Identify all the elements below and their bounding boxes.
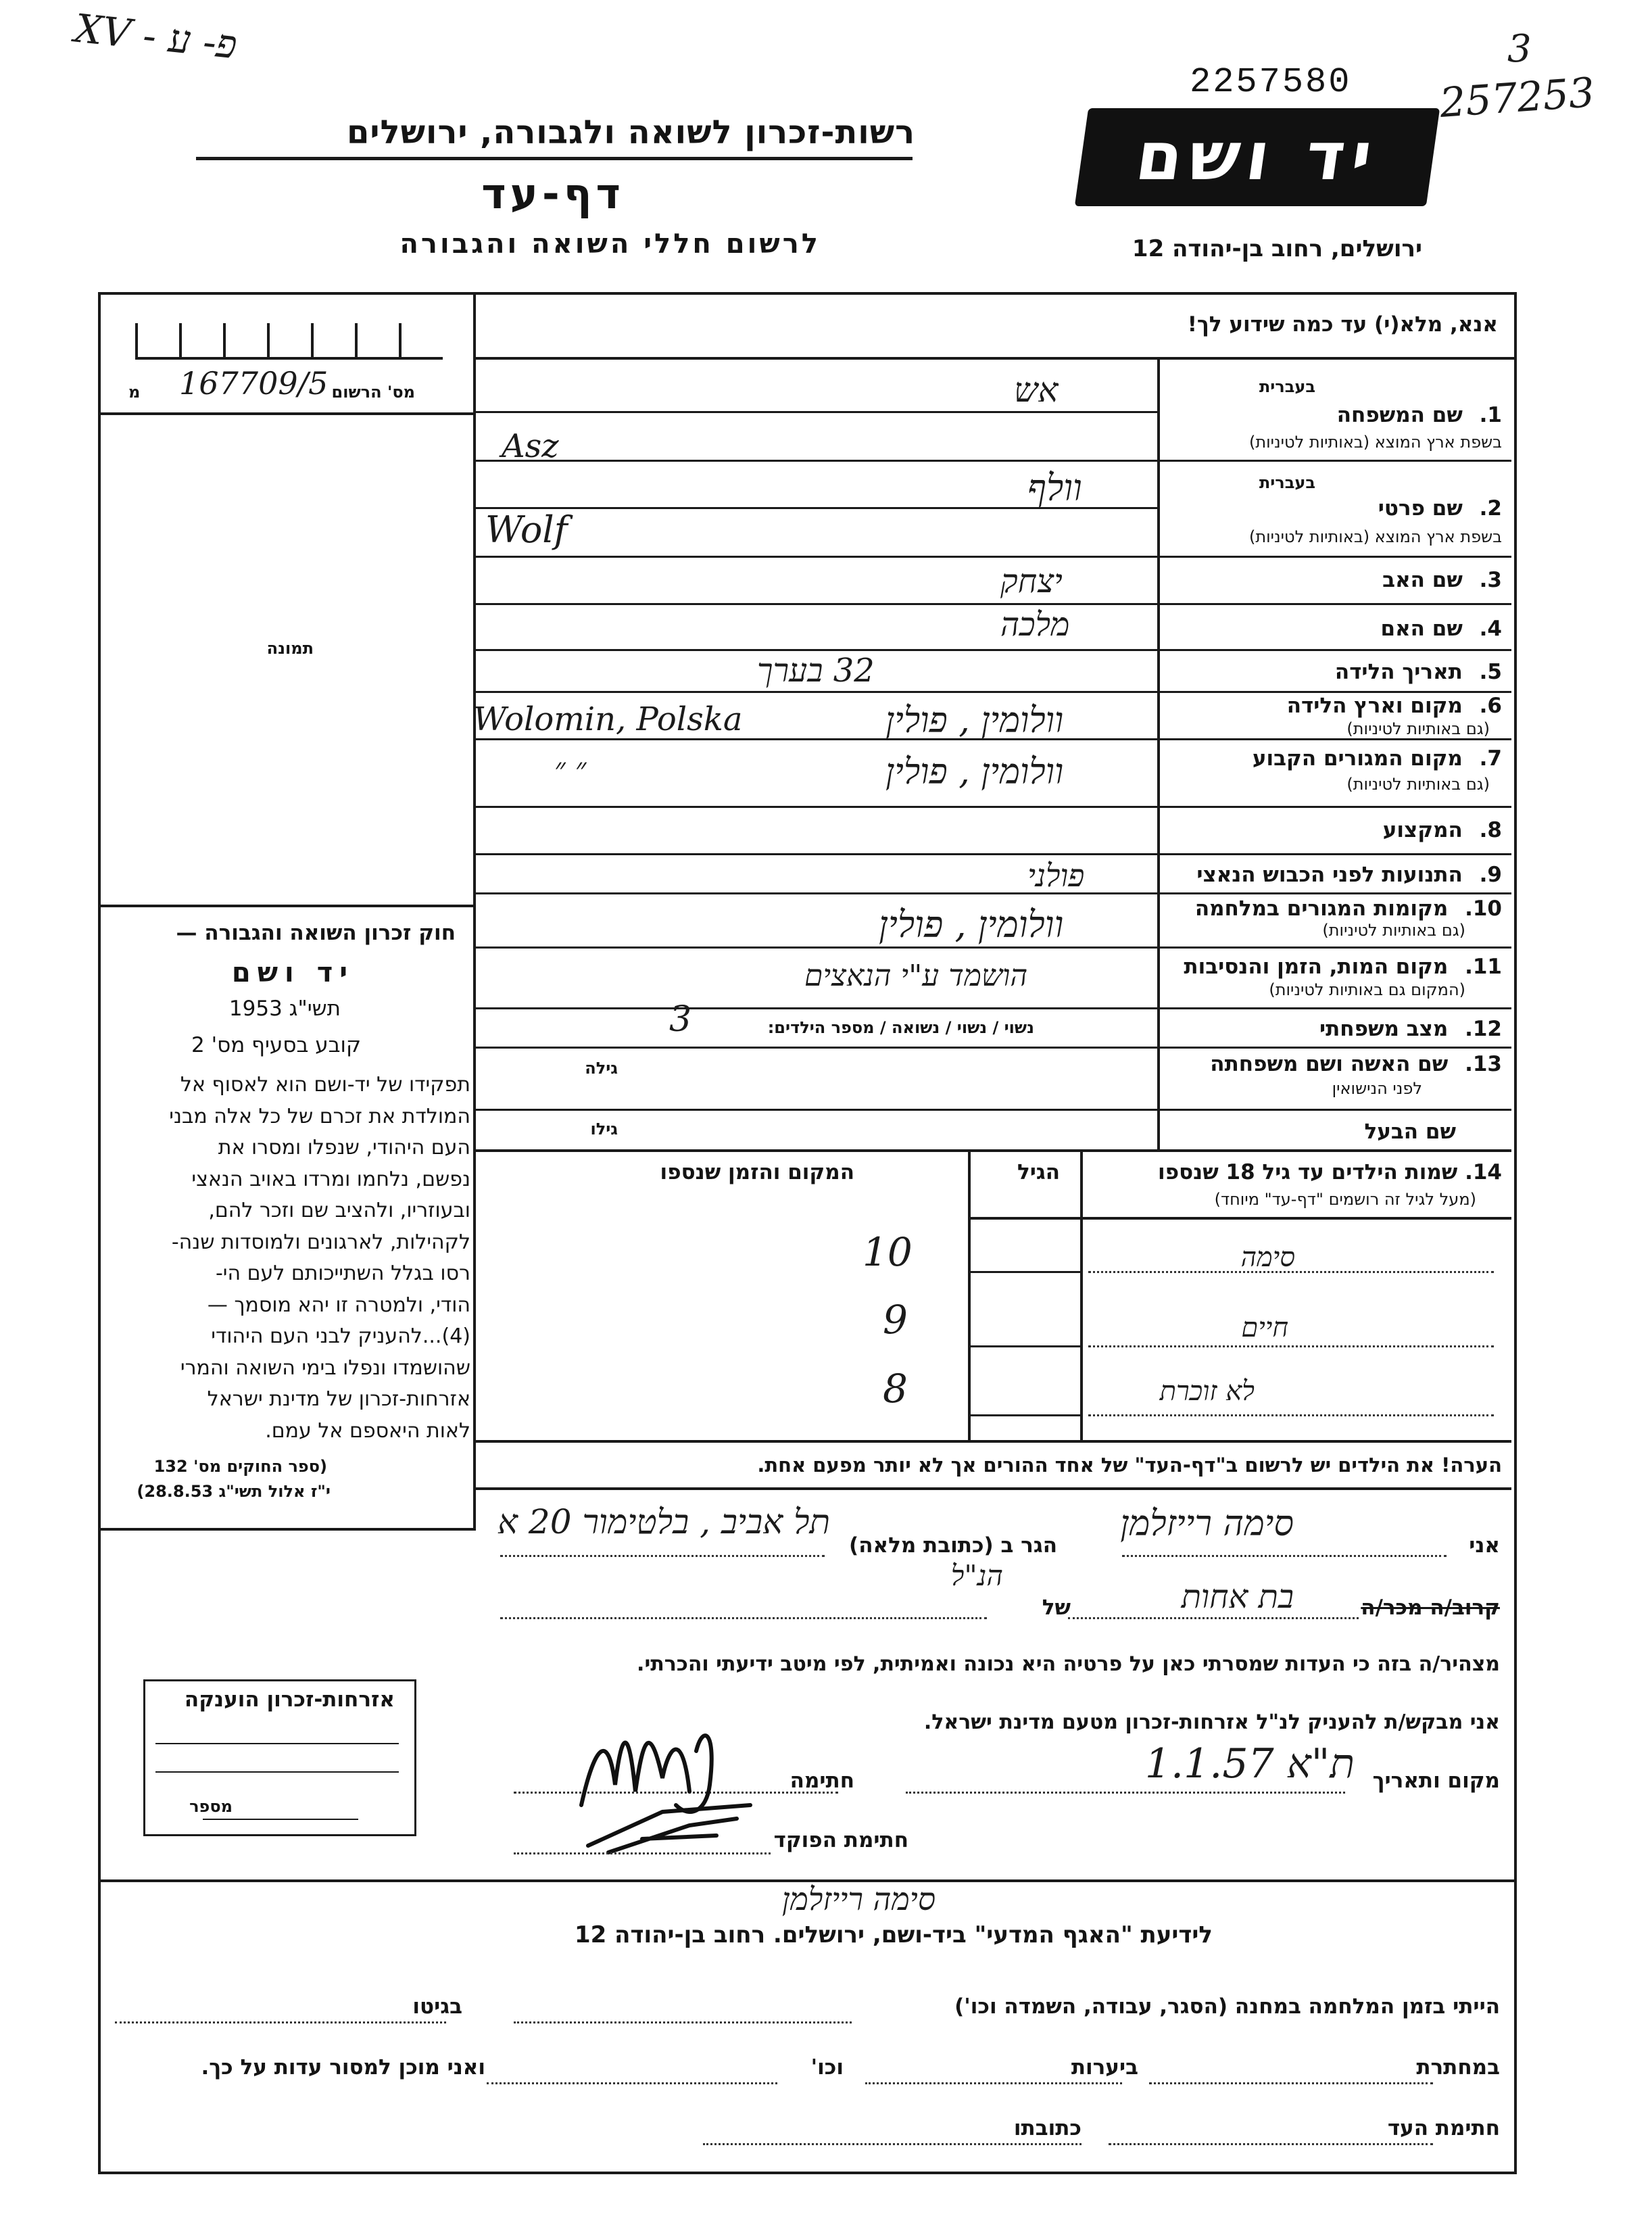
field-7-ditto: ״ ״ xyxy=(554,752,587,786)
field-13-text: שם האשה ושם משפחתה xyxy=(1210,1052,1449,1076)
field-7-text: מקום המגורים הקבוע xyxy=(1252,746,1463,771)
child-age: 10 xyxy=(863,1229,913,1275)
field-9-value: פולני xyxy=(1027,857,1085,894)
children-sub: (מעל לגיל זה רושמים "דף-עד" מיוחד) xyxy=(1214,1190,1476,1209)
field-1-text: שם המשפחה xyxy=(1336,403,1463,427)
field-1-label xyxy=(1337,403,1502,427)
field-12-num: 12. xyxy=(1465,1017,1502,1041)
citizenship-box-number-rule xyxy=(203,1819,358,1820)
form-title: דף-עד xyxy=(481,169,625,218)
citizenship-box-title: אזרחות-זכרון הוענקה xyxy=(184,1687,395,1712)
law-line: אזרחות-זכרון של מדינת ישראל xyxy=(207,1387,470,1411)
decl-place-date-line xyxy=(906,1792,1345,1794)
citizenship-box-rule xyxy=(155,1771,399,1773)
bottom-line2-b: ביערות xyxy=(1071,2055,1138,2080)
law-name: יד ושם xyxy=(231,957,354,988)
children-place-header: המקום והזמן שנספו xyxy=(660,1160,854,1184)
field-13-label xyxy=(1210,1052,1502,1076)
row-sep xyxy=(1157,1109,1511,1111)
decl-address-line xyxy=(500,1555,825,1557)
field-4-num: 4. xyxy=(1479,617,1502,641)
field-6-value-latin: Wolomin, Polska xyxy=(473,700,743,738)
field-2-value-latin: Wolf xyxy=(485,508,568,551)
field-10-label xyxy=(1195,896,1502,921)
field-8-text: המקצוע xyxy=(1382,818,1463,842)
decl-relation-line xyxy=(1068,1617,1359,1619)
bottom-line1-a: הייתי בזמן המלחמה במחנה (הסגר, עבודה, השמדה וכו') xyxy=(954,1994,1500,2019)
child-rule xyxy=(1088,1271,1494,1273)
field-6-label xyxy=(1287,694,1502,718)
field-4-text: שם האם xyxy=(1380,617,1463,641)
field-11-value: הושמד ע"י הנאצים xyxy=(804,959,1028,993)
institution-name: רשות-זכרון לשואה ולגבורה, ירושלים xyxy=(346,114,915,151)
value-rule xyxy=(476,853,1157,855)
field-7-num: 7. xyxy=(1479,746,1502,771)
intro-row-divider xyxy=(473,357,1514,360)
field-10-num: 10. xyxy=(1465,896,1502,921)
decl-place-date-label: מקום ותאריך xyxy=(1372,1769,1500,1793)
law-line: המולדת את זכרם של כל אלה מבני xyxy=(169,1104,470,1128)
law-footnote-2: י"ז אלול תשי"ג 28.8.53) xyxy=(137,1482,331,1501)
field-7-sub: (גם באותיות לטיניות) xyxy=(1346,775,1490,794)
field-1-sub: בשפת ארץ המוצא (באותיות לטיניות) xyxy=(1249,433,1502,452)
bottom-line2-c: וכו' xyxy=(810,2055,844,2080)
field-10-sub: (גם באותיות לטיניות) xyxy=(1322,921,1465,940)
row-sep xyxy=(1157,460,1511,462)
value-rule xyxy=(476,946,1157,949)
field-9-num: 9. xyxy=(1479,863,1502,887)
field-11-sub: (המקום גם באותיות לטיניות) xyxy=(1269,980,1465,999)
field-7-value-hebrew: וולומין , פולין xyxy=(885,752,1064,792)
bottom-line3-b: כתובתו xyxy=(1013,2116,1082,2140)
value-rule xyxy=(476,460,1157,462)
decl-request: אני מבקש/ת להעניק לנ"ל אזרחות-זכרון מטעם מדינת ישראל. xyxy=(923,1710,1500,1734)
child-name: חיים xyxy=(1241,1312,1288,1343)
law-line: רסו בגלל השתייכותם לעם הי- xyxy=(215,1262,470,1285)
field-2-value-hebrew: וולף xyxy=(1027,466,1082,509)
field-9-text: התנועות לפני הכבוש הנאצי xyxy=(1196,863,1463,887)
bottom-line1-a-field xyxy=(514,2021,852,2023)
row-sep xyxy=(1157,946,1511,949)
logo-text: יד ושם xyxy=(1131,118,1384,195)
field-5-label xyxy=(1335,660,1502,684)
field-3-label xyxy=(1382,568,1502,592)
bottom-notice: לידיעת "האגף המדעי" ביד-ושם, ירושלים. רחוב בן-יהודה 12 xyxy=(574,1921,1213,1948)
bottom-line1-b: בגיטו xyxy=(412,1994,462,2019)
field-1-value-hebrew: אש xyxy=(1014,370,1059,410)
row-sep xyxy=(1157,603,1511,605)
field-6-sub: (גם באותיות לטיניות) xyxy=(1346,719,1490,738)
row-sep xyxy=(1157,892,1511,894)
decl-place-date: ת"א 1.1.57 xyxy=(1144,1740,1355,1788)
citizenship-box-rule xyxy=(155,1743,399,1744)
field-1-value-latin: Asz xyxy=(502,427,559,465)
law-line: העם היהודי, שנפלו ומסרו את xyxy=(218,1136,470,1159)
decl-signature-label: חתימה xyxy=(789,1769,854,1793)
field-3-text: שם האב xyxy=(1382,568,1463,592)
child-name: סימה xyxy=(1240,1242,1295,1273)
form-subtitle: לרשום חללי השואה והגבורה xyxy=(399,229,821,260)
citizenship-box-number-label: מספר xyxy=(189,1797,233,1816)
registration-prefix: מ xyxy=(128,383,141,402)
bottom-line3-a-field xyxy=(1109,2143,1433,2145)
decl-i-label: אני xyxy=(1469,1533,1500,1558)
field-2-hebrew-tag: בעברית xyxy=(1259,473,1315,492)
bottom-line2-d: ואני מוכן למסור עדות על כך. xyxy=(201,2055,485,2080)
intro-text: אנא, מלא(י) עד כמה שידוע לך! xyxy=(1187,312,1498,337)
handwritten-page-number: 3 xyxy=(1507,27,1532,71)
value-rule xyxy=(476,411,1157,413)
row-sep xyxy=(1157,556,1511,558)
field-8-num: 8. xyxy=(1479,818,1502,842)
decl-declarant-line xyxy=(1122,1555,1447,1557)
law-box-bottom xyxy=(98,1528,476,1531)
child-name: לא זוכרת xyxy=(1159,1376,1255,1407)
row-sep xyxy=(1157,738,1511,740)
row-sep xyxy=(1157,691,1511,693)
field-11-label xyxy=(1184,955,1502,979)
value-rule xyxy=(476,556,1157,558)
decl-of-line xyxy=(500,1617,987,1619)
field-7-label xyxy=(1253,746,1502,771)
child-rule xyxy=(1088,1345,1494,1347)
law-line: ובעוזריו, ולהציב שם וזכר להם, xyxy=(208,1199,470,1222)
field-1-hebrew-tag: בעברית xyxy=(1259,377,1315,396)
field-5-text: תאריך הלידה xyxy=(1334,660,1463,684)
row-sep xyxy=(1157,853,1511,855)
label-value-divider xyxy=(1157,357,1160,1149)
field-13-sub: לפני הנישואין xyxy=(1332,1079,1422,1098)
field-3-value: יצחק xyxy=(1000,562,1063,600)
row-sep xyxy=(1157,1047,1511,1049)
row-sep xyxy=(1157,806,1511,808)
decl-of-value: הנ"ל xyxy=(950,1559,1003,1592)
decl-relation: בת אחות xyxy=(1181,1578,1294,1616)
field-4-value: מלכה xyxy=(1000,606,1070,644)
note-text: הערה! את הילדים יש לרשום ב"דף-העד" של אחד ההורים אך לא יותר מפעם אחת. xyxy=(757,1454,1502,1477)
value-rule xyxy=(476,649,1157,651)
law-line: לאות היאספם אל עמם. xyxy=(265,1418,470,1443)
row-sep xyxy=(1157,649,1511,651)
field-6-num: 6. xyxy=(1479,694,1502,718)
law-line: תפקידו של יד-ושם הוא לאסוף אל xyxy=(180,1073,470,1097)
law-box-top xyxy=(98,905,473,907)
child-age: 9 xyxy=(883,1297,908,1343)
value-rule xyxy=(476,691,1157,693)
law-line: (4)...להעניק לבני העם היהודי xyxy=(211,1324,470,1348)
field-2-text: שם פרטי xyxy=(1378,496,1463,521)
field-10-value: וולומין , פולין xyxy=(879,903,1064,946)
child-row xyxy=(883,1366,1511,1439)
bottom-line2-a: במחתרת xyxy=(1416,2055,1500,2080)
decl-relation-label-text: קרוב/ה מכר/ה xyxy=(1361,1596,1500,1620)
field-2-num: 2. xyxy=(1479,496,1502,521)
field-9-label xyxy=(1196,863,1502,887)
bottom-line2-a-field xyxy=(1149,2082,1433,2084)
law-line: נפשם, נלחמו ומרדו באויב הנאצי xyxy=(191,1167,470,1191)
bottom-line3-b-field xyxy=(703,2143,1082,2145)
value-rule xyxy=(476,1109,1157,1111)
decl-statement: מצהיר/ה בזה כי העדות שמסרתי כאן על פרטיה היא נכונה ואמיתית, לפי מיטב ידיעתי והכרתי. xyxy=(637,1652,1500,1676)
field-2-sub: בשפת ארץ המוצא (באותיות לטיניות) xyxy=(1249,527,1502,546)
child-age-rule xyxy=(971,1414,1080,1416)
value-rule xyxy=(476,1047,1157,1049)
bottom-line1-b-field xyxy=(115,2021,446,2023)
value-rule xyxy=(476,603,1157,605)
note-rule xyxy=(476,1487,1511,1490)
field-11-text: מקום המות, הזמן והנסיבות xyxy=(1184,955,1449,979)
bottom-line2-c-field xyxy=(487,2082,777,2084)
bottom-line3-a: חתימת העד xyxy=(1387,2116,1500,2140)
bottom-line2-b-field xyxy=(865,2082,1122,2084)
husband-label: שם הבעל xyxy=(1364,1120,1456,1144)
bottom-handwritten-name: סימה רייזלמן xyxy=(781,1881,936,1917)
law-line: הודי, ולמטרה זו יהא מוסמך — xyxy=(207,1293,470,1317)
decl-address: תל אביב , בלטימור 20 א xyxy=(497,1502,830,1541)
field-12-label xyxy=(1319,1017,1502,1041)
value-rule xyxy=(476,1007,1157,1009)
registration-label: מס' הרשום xyxy=(331,383,415,402)
field-12-status-options: נשוי / נשוי / נשואה / מספר הילדים: xyxy=(767,1018,1034,1037)
field-6-value-hebrew: וולומין , פולין xyxy=(885,700,1064,741)
handwritten-top-left: XV - פ- ע xyxy=(72,5,239,68)
registration-number: 167709/5 xyxy=(179,365,329,402)
children-age-header: הגיל xyxy=(1017,1160,1060,1184)
field-4-label xyxy=(1381,617,1503,641)
children-label: 14. שמות הילדים עד גיל 18 שנספו xyxy=(1158,1160,1502,1184)
law-body xyxy=(105,1070,470,1447)
institution-underline xyxy=(196,157,913,160)
law-clause: קובע בסעיף מס' 2 xyxy=(191,1033,361,1057)
field-5-value: 32 בערך xyxy=(757,652,875,690)
decl-resident-label: הגר ב (כתובת מלאה) xyxy=(849,1533,1057,1558)
husband-age-label: גילו xyxy=(590,1120,618,1139)
law-line: לקהילות, לארגונים ולמוסדות שנה- xyxy=(171,1230,470,1254)
serial-number: 2257580 xyxy=(1190,62,1352,102)
row-sep xyxy=(1157,1007,1511,1009)
field-5-num: 5. xyxy=(1479,660,1502,684)
handwritten-reference: 257253 xyxy=(1438,69,1597,127)
child-age-rule xyxy=(971,1271,1080,1273)
decl-relation-label xyxy=(1361,1596,1500,1620)
field-10-text: מקומות המגורים במלחמה xyxy=(1194,896,1449,921)
left-column-divider xyxy=(473,292,476,1529)
child-age: 8 xyxy=(883,1366,908,1412)
registration-tick-marks xyxy=(135,323,443,360)
row-sep xyxy=(476,1149,1511,1152)
field-12-children-count: 3 xyxy=(669,999,692,1040)
decl-of-label: של xyxy=(1042,1596,1071,1620)
law-line: שהושמדו ונפלו בימי השואה והמרי xyxy=(180,1356,470,1380)
registration-row-divider xyxy=(98,412,473,415)
field-12-text: מצב משפחתי xyxy=(1319,1017,1449,1041)
photo-label: תמונה xyxy=(266,639,314,658)
law-title: חוק זכרון השואה והגבורה — xyxy=(176,921,456,945)
decl-official-line xyxy=(514,1852,771,1854)
children-rows xyxy=(863,1220,1511,1440)
decl-declarant: סימה רייזלמן xyxy=(1120,1504,1294,1544)
field-13-age-label: גילה xyxy=(585,1059,618,1078)
header-address: ירושלים, רחוב בן-יהודה 12 xyxy=(1132,235,1422,262)
field-6-text: מקום וארץ הלידה xyxy=(1286,694,1463,718)
field-13-num: 13. xyxy=(1465,1052,1502,1076)
child-row xyxy=(883,1293,1511,1366)
child-rule xyxy=(1088,1414,1494,1416)
yad-vashem-logo xyxy=(1075,108,1440,206)
child-age-rule xyxy=(971,1345,1080,1347)
child-row xyxy=(863,1220,1511,1293)
children-rule xyxy=(476,1440,1511,1443)
value-rule xyxy=(476,806,1157,808)
official-signature-mark xyxy=(581,1798,757,1859)
field-2-label xyxy=(1378,496,1502,521)
law-footnote-1: (ספר החוקים מס' 132 xyxy=(153,1457,327,1476)
field-8-label xyxy=(1383,818,1502,842)
law-year: תשי"ג 1953 xyxy=(228,997,341,1021)
field-1-num: 1. xyxy=(1479,403,1502,427)
field-3-num: 3. xyxy=(1479,568,1502,592)
decl-official-signature-label: חתימת הפוקד xyxy=(773,1828,908,1852)
field-11-num: 11. xyxy=(1465,955,1502,979)
